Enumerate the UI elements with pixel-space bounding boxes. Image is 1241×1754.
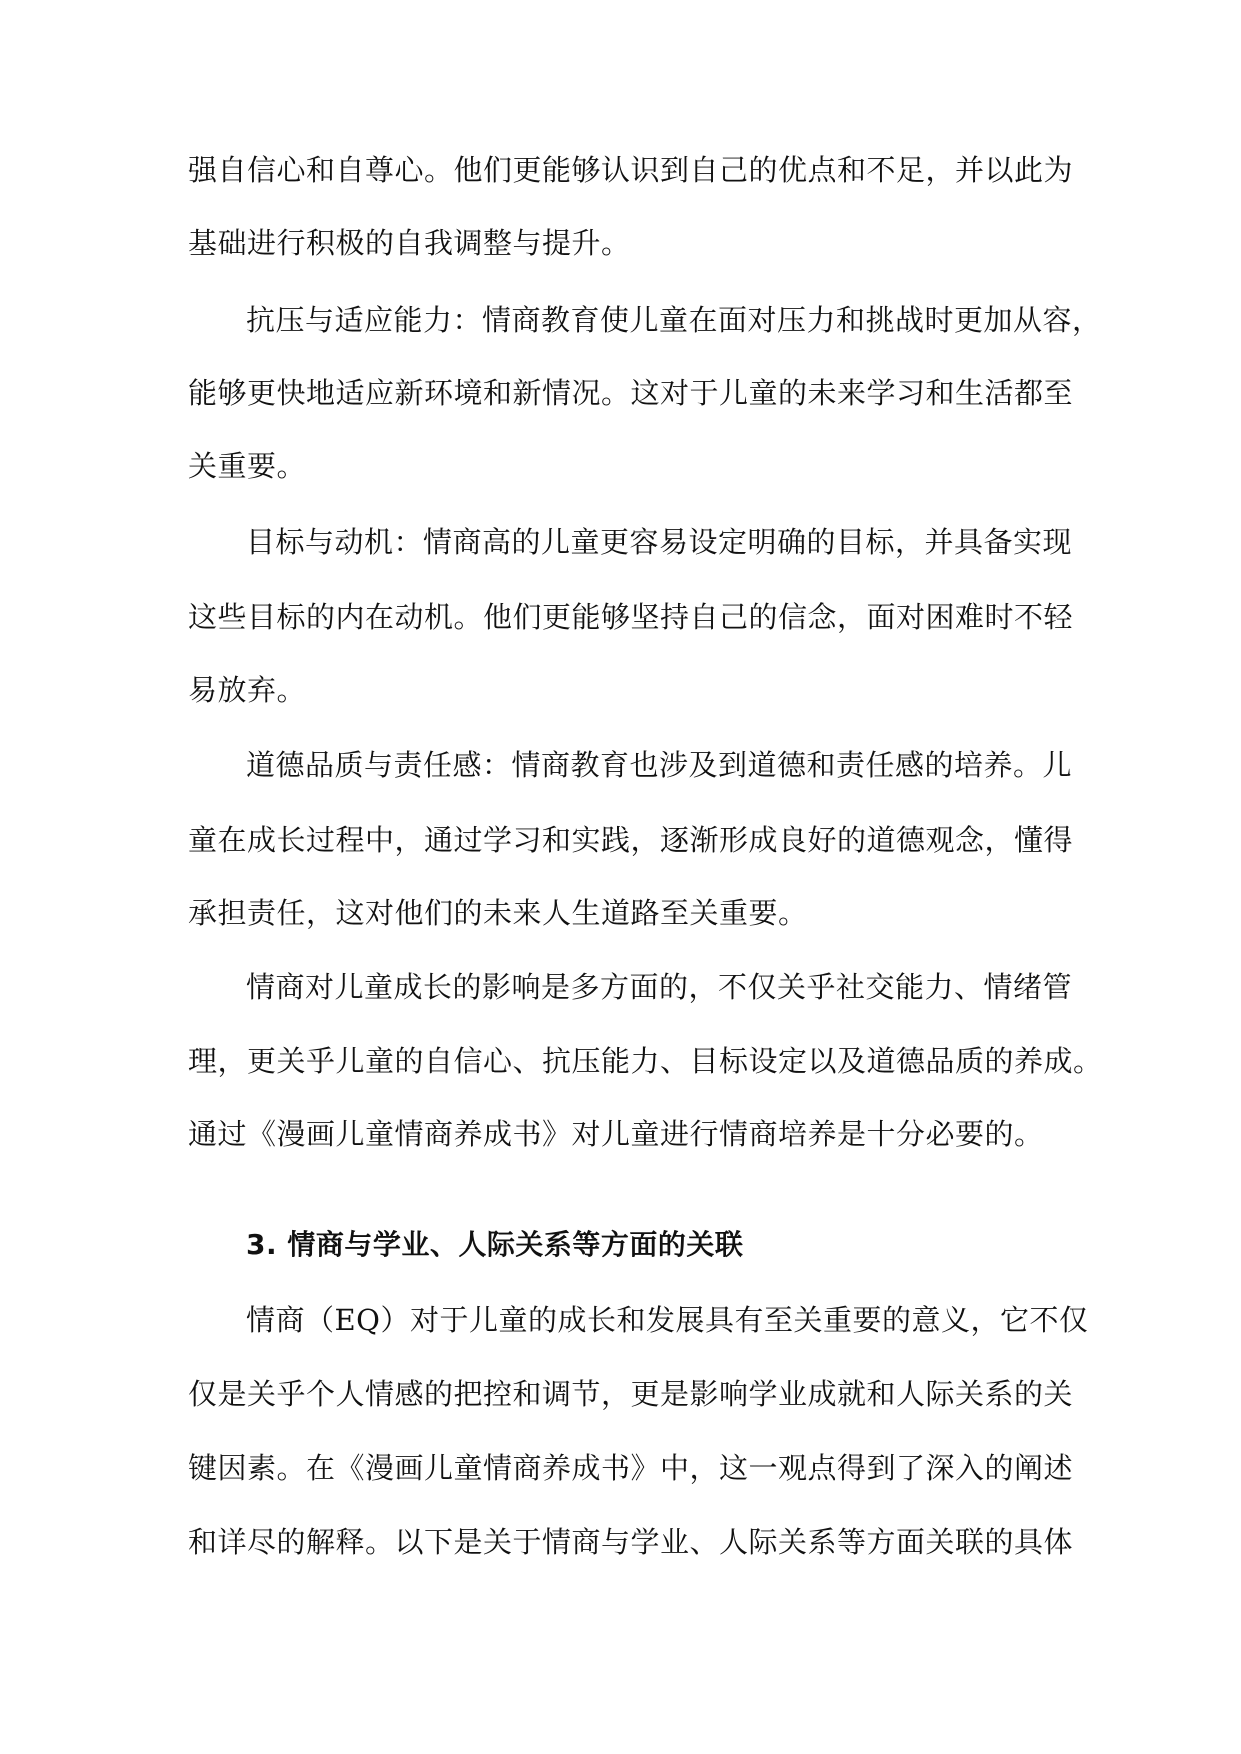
paragraph-2-line-2: 能够更快地适应新环境和新情况。这对于儿童的未来学习和生活都至	[188, 376, 1074, 410]
paragraph-5-line-3: 通过《漫画儿童情商养成书》对儿童进行情商培养是十分必要的。	[188, 1117, 1044, 1151]
paragraph-4-line-3: 承担责任，这对他们的未来人生道路至关重要。	[188, 896, 808, 930]
paragraph-1-line-2: 基础进行积极的自我调整与提升。	[188, 226, 631, 260]
final-paragraph-line-1: 情商（EQ）对于儿童的成长和发展具有至关重要的意义，它不仅	[246, 1303, 1089, 1337]
paragraph-2-line-3: 关重要。	[188, 449, 307, 483]
paragraph-1-line-1: 强自信心和自尊心。他们更能够认识到自己的优点和不足，并以此为	[188, 153, 1074, 187]
section-heading: 3. 情商与学业、人际关系等方面的关联	[246, 1228, 744, 1261]
paragraph-4-line-1: 道德品质与责任感：情商教育也涉及到道德和责任感的培养。儿	[246, 748, 1073, 782]
paragraph-3-line-2: 这些目标的内在动机。他们更能够坚持自己的信念，面对困难时不轻	[188, 600, 1074, 634]
paragraph-4-line-2: 童在成长过程中，通过学习和实践，逐渐形成良好的道德观念，懂得	[188, 823, 1074, 857]
final-paragraph-line-2: 仅是关乎个人情感的把控和调节，更是影响学业成就和人际关系的关	[188, 1377, 1074, 1411]
paragraph-5-line-2: 理，更关乎儿童的自信心、抗压能力、目标设定以及道德品质的养成。	[188, 1044, 1103, 1078]
paragraph-5-line-1: 情商对儿童成长的影响是多方面的，不仅关乎社交能力、情绪管	[246, 970, 1073, 1004]
paragraph-3-line-1: 目标与动机：情商高的儿童更容易设定明确的目标，并具备实现	[246, 525, 1073, 559]
final-paragraph-line-4: 和详尽的解释。以下是关于情商与学业、人际关系等方面关联的具体	[188, 1525, 1074, 1559]
paragraph-3-line-3: 易放弃。	[188, 673, 307, 707]
paragraph-2-line-1: 抗压与适应能力：情商教育使儿童在面对压力和挑战时更加从容，	[246, 303, 1102, 337]
final-paragraph-line-3: 键因素。在《漫画儿童情商养成书》中，这一观点得到了深入的阐述	[188, 1451, 1074, 1485]
